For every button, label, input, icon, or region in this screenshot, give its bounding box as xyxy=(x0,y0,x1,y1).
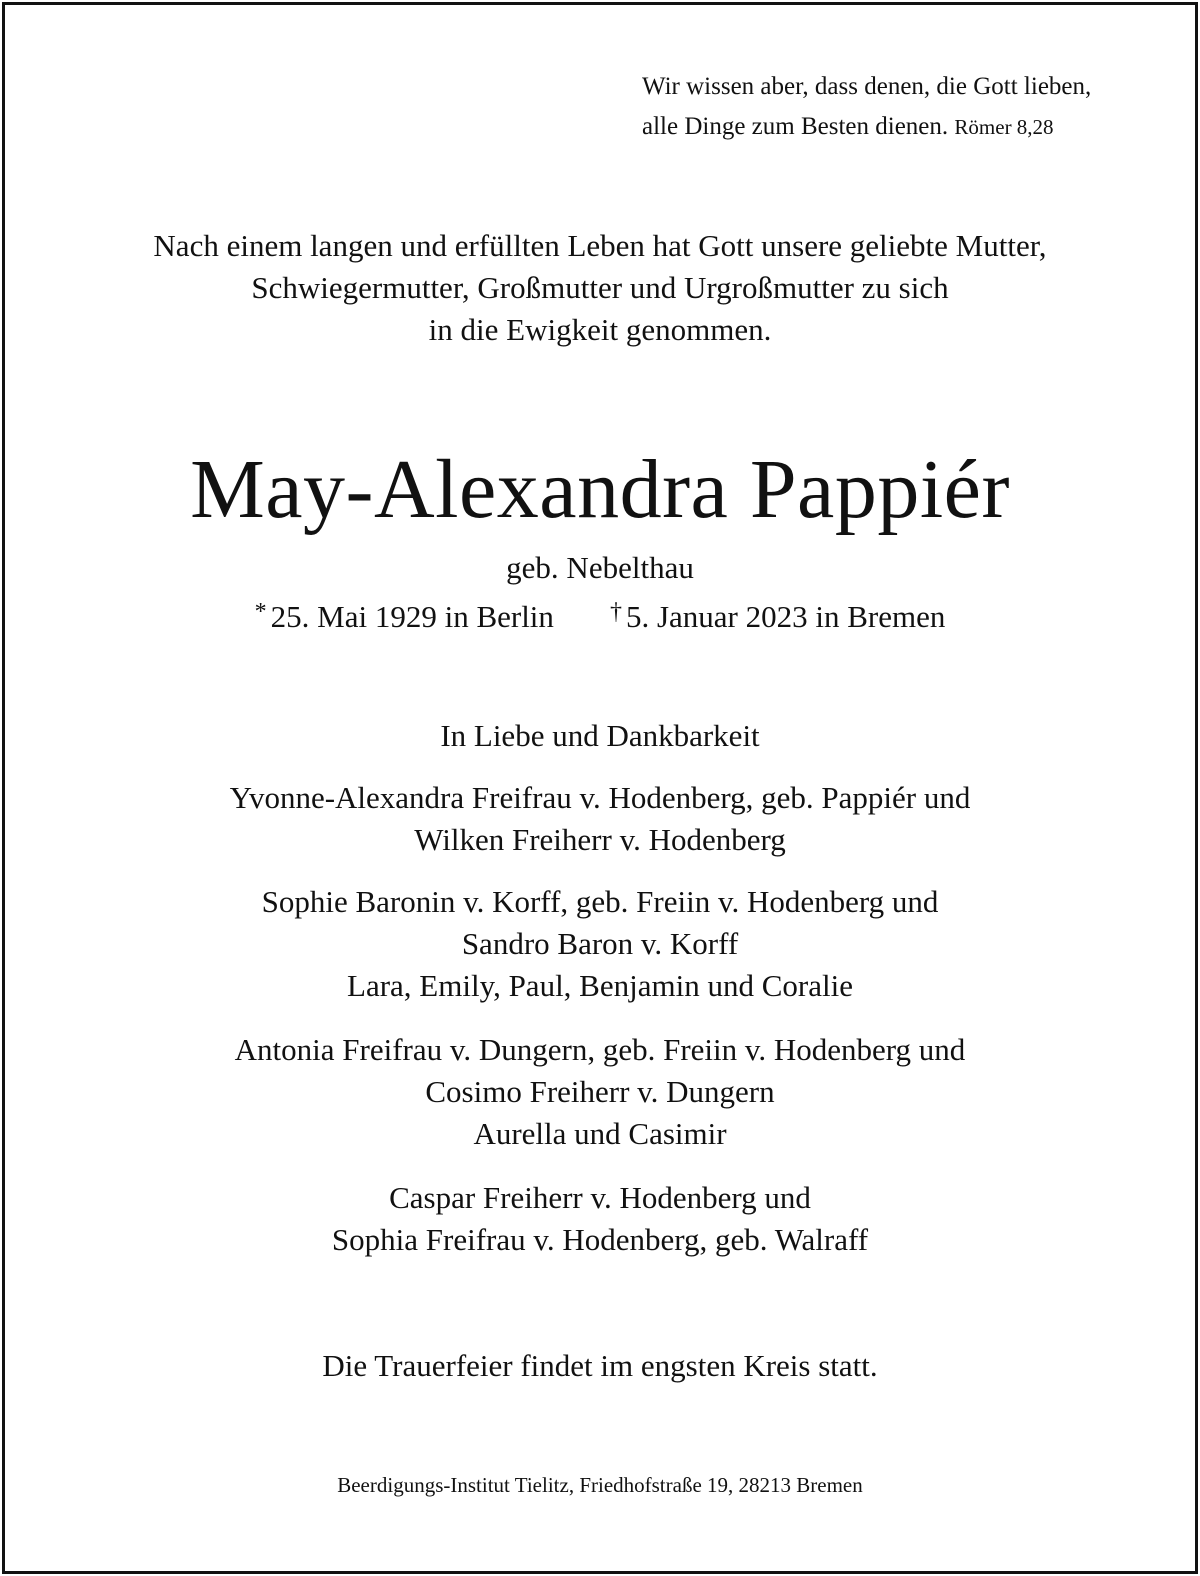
mourner-line: Yvonne-Alexandra Freifrau v. Hodenberg, geb. Pappiér und xyxy=(229,780,971,815)
maiden-name: geb. Nebelthau xyxy=(506,550,694,585)
birth-date: 25. Mai 1929 in Berlin xyxy=(270,599,554,634)
death-date: 5. Januar 2023 in Bremen xyxy=(625,599,946,634)
mourner-line: Wilken Freiherr v. Hodenberg xyxy=(414,822,786,857)
bible-verse-line-2 xyxy=(642,110,1054,144)
intro-line-3: in die Ewigkeit genommen. xyxy=(428,312,772,347)
funeral-notice: Die Trauerfeier findet im engsten Kreis statt. xyxy=(322,1348,878,1383)
bible-verse-reference: Römer 8,28 xyxy=(954,115,1054,139)
mourner-line: Sandro Baron v. Korff xyxy=(461,926,739,961)
life-dates xyxy=(0,592,1200,637)
funeral-home-footer: Beerdigungs-Institut Tielitz, Friedhofstraße 19, 28213 Bremen xyxy=(337,1473,863,1497)
mourner-line: Sophie Baronin v. Korff, geb. Freiin v. Hodenberg und xyxy=(261,884,939,919)
death-cross-icon: † xyxy=(609,599,622,625)
mourner-line: Antonia Freifrau v. Dungern, geb. Freiin v. Hodenberg und xyxy=(234,1032,966,1067)
mourner-line: Sophia Freifrau v. Hodenberg, geb. Walraff xyxy=(331,1222,869,1257)
mourner-line: Lara, Emily, Paul, Benjamin und Coralie xyxy=(347,968,853,1003)
mourner-line: Cosimo Freiherr v. Dungern xyxy=(425,1074,775,1109)
mourner-line: Aurella und Casimir xyxy=(473,1116,727,1151)
mourners-heading: In Liebe und Dankbarkeit xyxy=(440,718,760,753)
bible-verse-text: alle Dinge zum Besten dienen. xyxy=(642,113,949,140)
intro-line-1: Nach einem langen und erfüllten Leben hat Gott unsere geliebte Mutter, xyxy=(153,228,1047,263)
deceased-name: May-Alexandra Pappiér xyxy=(190,443,1010,536)
intro-line-2: Schwiegermutter, Großmutter und Urgroßmutter zu sich xyxy=(251,270,949,305)
birth-star-icon: * xyxy=(254,599,267,625)
bible-verse-line-1: Wir wissen aber, dass denen, die Gott lieben, xyxy=(642,73,1092,100)
mourner-line: Caspar Freiherr v. Hodenberg und xyxy=(389,1180,811,1215)
